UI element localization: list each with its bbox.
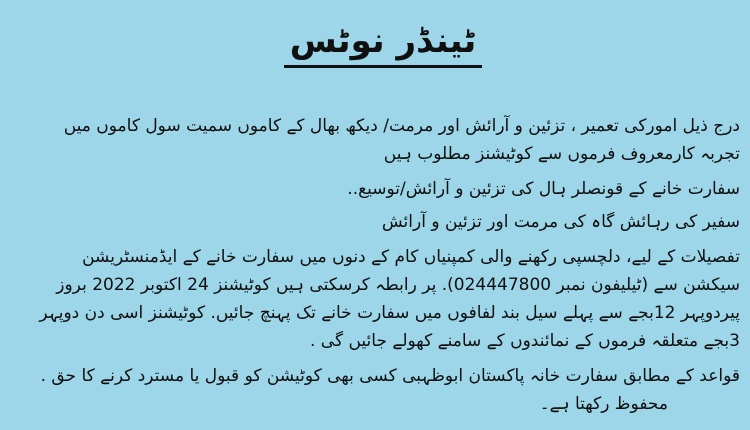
work-item-consular-hall: سفارت خانے کے قونصلر ہال کی تزئین و آرائش/توسیع..: [347, 178, 740, 199]
notice-title: ٹینڈر نوٹس: [284, 20, 483, 68]
details-line-2-phone-and-date: سیکشن سے (ٹیلیفون نمبر 024447800). پر رابطہ کرسکتی ہیں کوٹیشنز 24 اکتوبر 2022 بروز: [56, 274, 740, 295]
disclaimer-line-2: محفوظ رکھتا ہے۔: [539, 393, 668, 414]
details-line-3-submission-deadline: پیردوپہر 12بجے سے پہلے سیل بند لفافوں میں سفارت خانے تک پہنچ جائیں. کوٹیشنز اسی دن دوپہر: [39, 302, 740, 323]
disclaimer-paragraph: [26, 362, 740, 418]
disclaimer-line-1: قواعد کے مطابق سفارت خانہ پاکستان ابوظہبی کسی بھی کوٹیشن کو قبول یا مسترد کرنے کا حق .: [40, 365, 740, 386]
details-paragraph: [26, 243, 740, 355]
work-items-list: [26, 175, 740, 236]
intro-paragraph: [26, 112, 740, 168]
intro-line-1: درج ذیل امورکی تعمیر ، تزئین و آرائش اور مرمت/ دیکھ بھال کے کاموں سمیت سول کاموں میں: [63, 115, 740, 136]
details-line-1: تفصیلات کے لیے، دلچسپی رکھنے والی کمپنیاں کام کے دنوں میں سفارت خانے کے ایڈمنسٹریشن: [82, 246, 740, 267]
intro-line-2: تجربہ کارمعروف فرموں سے کوٹیشنز مطلوب ہیں: [383, 143, 740, 164]
work-item-ambassador-residence: سفیر کی رہائش گاہ کی مرمت اور تزئین و آرائش: [381, 211, 740, 232]
title-container: [26, 20, 740, 68]
details-line-4-opening-time: 3بجے متعلقہ فرموں کے نمائندوں کے سامنے کھولے جائیں گی .: [310, 330, 740, 351]
